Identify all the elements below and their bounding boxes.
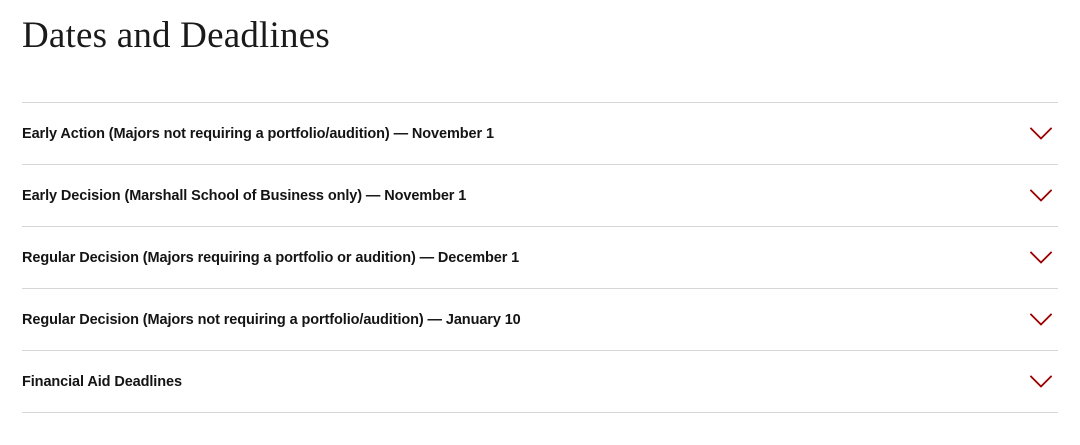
accordion-label: Financial Aid Deadlines bbox=[22, 373, 182, 390]
accordion-item-early-decision bbox=[22, 164, 1058, 226]
accordion-item-regular-decision-portfolio bbox=[22, 226, 1058, 288]
accordion-label: Early Action (Majors not requiring a portfolio/audition) — November 1 bbox=[22, 125, 494, 142]
accordion-item-regular-decision-no-portfolio bbox=[22, 288, 1058, 350]
accordion-header-regular-decision-portfolio[interactable] bbox=[22, 227, 1058, 288]
chevron-down-icon[interactable] bbox=[1028, 307, 1054, 333]
chevron-down-icon[interactable] bbox=[1028, 369, 1054, 395]
accordion-header-financial-aid[interactable] bbox=[22, 351, 1058, 412]
accordion-item-early-action bbox=[22, 102, 1058, 164]
page-title: Dates and Deadlines bbox=[22, 15, 330, 56]
chevron-down-icon[interactable] bbox=[1028, 183, 1054, 209]
accordion-label: Regular Decision (Majors requiring a portfolio or audition) — December 1 bbox=[22, 249, 520, 266]
accordion-header-early-decision[interactable] bbox=[22, 165, 1058, 226]
accordion-header-early-action[interactable] bbox=[22, 103, 1058, 164]
deadlines-accordion bbox=[0, 102, 1080, 413]
accordion-header-regular-decision-no-portfolio[interactable] bbox=[22, 289, 1058, 350]
accordion-label: Regular Decision (Majors not requiring a portfolio/audition) — January 10 bbox=[22, 311, 521, 328]
accordion-label: Early Decision (Marshall School of Business only) — November 1 bbox=[22, 187, 467, 204]
chevron-down-icon[interactable] bbox=[1028, 245, 1054, 271]
accordion-item-financial-aid bbox=[22, 350, 1058, 413]
chevron-down-icon[interactable] bbox=[1028, 121, 1054, 147]
